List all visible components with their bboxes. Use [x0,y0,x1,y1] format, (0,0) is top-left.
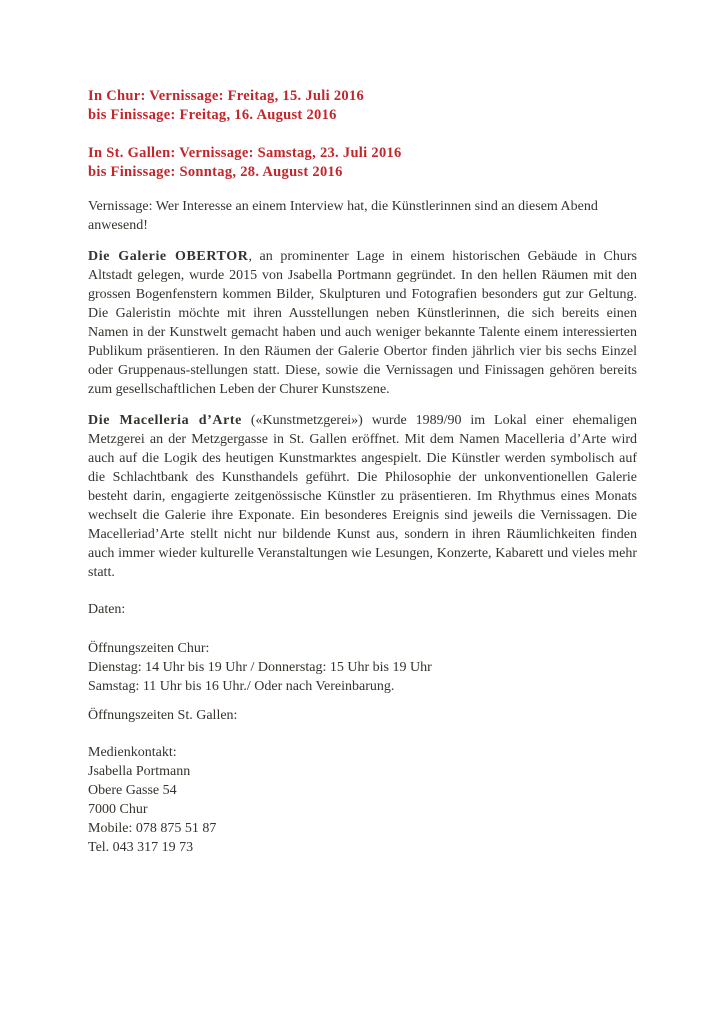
opening-hours-stgallen-title: Öffnungszeiten St. Gallen: [88,708,238,723]
opening-hours-chur-line2: Samstag: 11 Uhr bis 16 Uhr./ Oder nach Vereinbarung. [88,679,395,694]
opening-hours-chur-line1: Dienstag: 14 Uhr bis 19 Uhr / Donnerstag: 15 Uhr bis 19 Uhr [88,660,432,675]
event-dates-stgallen-line2: bis Finissage: Sonntag, 28. August 2016 [88,164,343,180]
obertor-paragraph [88,247,637,399]
obertor-body: , an prominenter Lage in einem historischen Gebäude in Churs Altstadt gelegen, wurde 2015 von Jsabella Portmann gegründet. In den hellen Räumen mit den grossen Bogenfenstern kommen Bilder, Skulpturen und Fotografien besonders gut zur Geltung. Die Galeristin möchte mit ihren Ausstellungen neben Künstlerinnen, die sich bereits einen Namen in der Kunstwelt gemacht haben und auch weniger bekannte Talente einem interessierten Publikum präsentieren. In den Räumen der Galerie Obertor finden jährlich vier bis sechs Einzel oder Gruppenaus-stellungen statt. Diese, sowie die Vernissagen und Finissagen gehören bereits zum gesellschaftlichen Leben der Churer Kunstszene. [88,249,637,397]
event-dates-stgallen-line1: In St. Gallen: Vernissage: Samstag, 23. Juli 2016 [88,145,402,161]
event-dates-chur-line2: bis Finissage: Freitag, 16. August 2016 [88,107,337,123]
event-dates-stgallen [88,144,637,182]
media-contact-mobile: Mobile: 078 875 51 87 [88,821,217,836]
macelleria-body: («Kunstmetzgerei») wurde 1989/90 im Lokal einer ehemaligen Metzgerei an der Metzgergasse in St. Gallen eröffnet. Mit dem Namen Macelleria d’Arte wird auch auf die Logik des heutigen Kunstmarktes angespielt. Die Künstler werden symbolisch auf die Schlachtbank des Kunsthandels geführt. Die Philosophie der unkonventionellen Galerie besteht darin, engagierte zeitgenössische Künstler zu präsentieren. Im Rhythmus eines Monats wechselt die Galerie ihre Exponate. Ein besonderes Ereignis sind jeweils die Vernissagen. Die Macelleriad’Arte stellt nicht nur bildende Kunst aus, sondern in ihren Räumlichkeiten finden auch immer wieder kulturelle Veranstaltungen wie Lesungen, Konzerte, Kabarett und vieles mehr statt. [88,413,637,580]
daten-label: Daten: [88,602,126,617]
opening-hours-chur [88,639,637,696]
media-contact-phone: Tel. 043 317 19 73 [88,840,194,855]
media-contact-name: Jsabella Portmann [88,764,191,779]
macelleria-paragraph [88,411,637,582]
obertor-lead: Die Galerie OBERTOR [88,249,249,264]
media-contact-city: 7000 Chur [88,802,148,817]
event-dates-chur-line1: In Chur: Vernissage: Freitag, 15. Juli 2016 [88,88,365,104]
media-contact [88,743,637,857]
vernissage-note: Vernissage: Wer Interesse an einem Interview hat, die Künstlerinnen sind an diesem Abend anwesend! [88,199,598,233]
opening-hours-chur-title: Öffnungszeiten Chur: [88,641,210,656]
media-contact-title: Medienkontakt: [88,745,177,760]
media-contact-street: Obere Gasse 54 [88,783,177,798]
macelleria-lead: Die Macelleria d’Arte [88,413,242,428]
event-dates-chur [88,87,637,125]
